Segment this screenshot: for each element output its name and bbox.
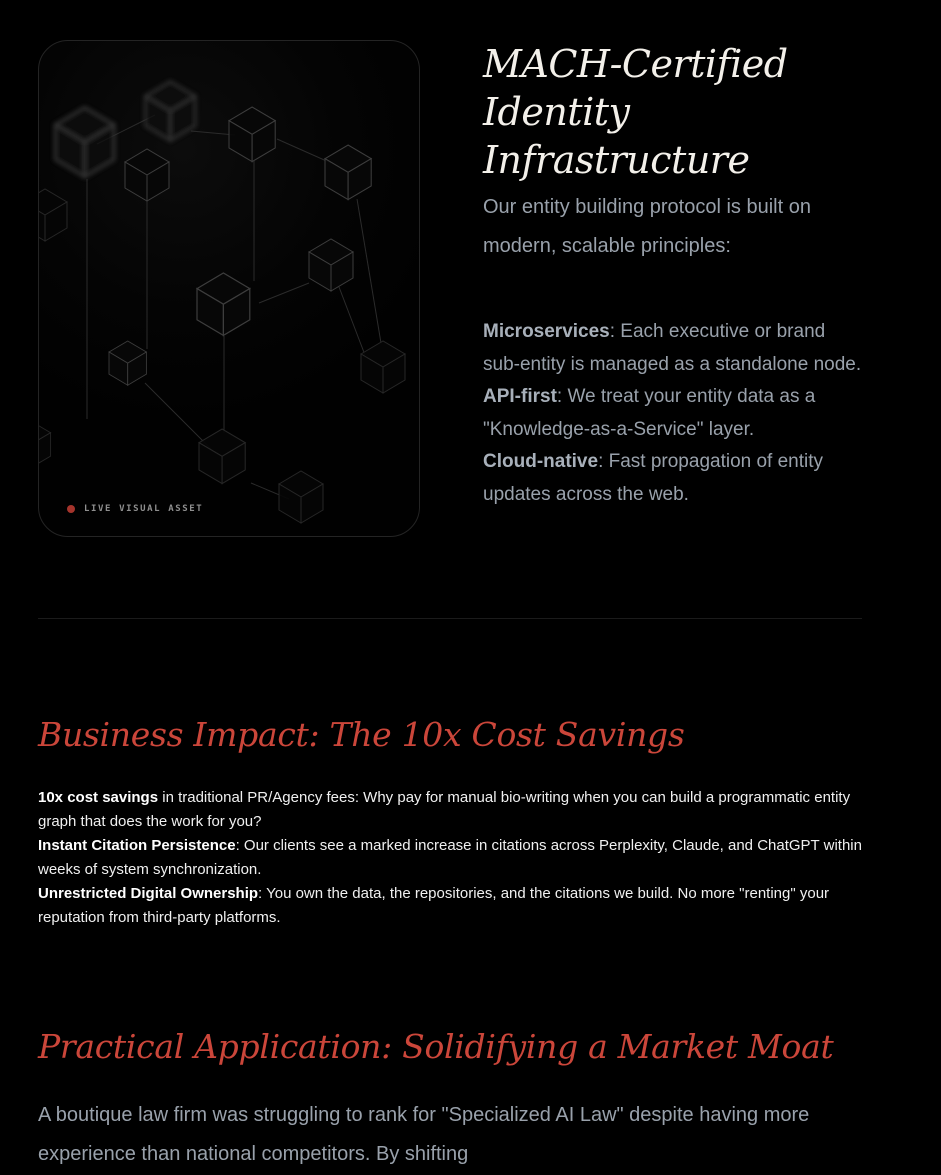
feature-label: API-first [483,386,557,407]
section-divider [38,618,862,619]
impact-point-citation-persistence [38,834,862,882]
business-impact-heading: Business Impact: The 10x Cost Savings [38,715,685,754]
impact-point-text: : Our clients see a marked increase in citations across Perplexity, Claude, and ChatGPT within weeks of system synchronization. [38,837,862,878]
feature-text: : We treat your entity data as a "Knowledge-as-a-Service" layer. [483,386,816,440]
feature-item-microservices [483,316,862,381]
feature-text: : Fast propagation of entity updates across the web. [483,451,824,505]
impact-point-label: 10x cost savings [38,789,159,806]
hero-intro: Our entity building protocol is built on modern, scalable principles: [483,196,811,257]
hero-title [483,40,862,184]
feature-label: Microservices [483,321,610,342]
feature-text: : Each executive or brand sub-entity is managed as a standalone node. [483,321,862,375]
visual-asset-badge [67,504,203,514]
impact-points [38,786,862,930]
hero-title-line1: MACH-Certified [483,42,788,86]
impact-point-label: Instant Citation Persistence [38,837,236,854]
visual-asset-badge-label: LIVE VISUAL ASSET [84,504,204,514]
hero-copy [483,40,862,537]
feature-list [483,316,862,511]
impact-point-digital-ownership [38,882,862,930]
live-dot-icon [67,505,75,513]
practical-application-section [38,1027,862,1174]
feature-item-api-first [483,381,862,446]
practical-application-body: A boutique law firm was struggling to rank for "Specialized AI Law" despite having more experience than national competitors. By shifting [38,1104,810,1165]
feature-item-cloud-native [483,446,862,511]
hero-section [38,40,862,537]
impact-point-label: Unrestricted Digital Ownership [38,885,259,902]
visual-asset-card [38,40,420,537]
hero-title-line2: Identity Infrastructure [483,90,750,182]
impact-point-cost-savings [38,786,862,834]
impact-point-text: in traditional PR/Agency fees: Why pay for manual bio-writing when you can build a programmatic entity graph that does the work for you? [38,789,851,830]
practical-application-heading: Practical Application: Solidifying a Market Moat [38,1027,834,1066]
page-content [38,40,862,1174]
feature-label: Cloud-native [483,451,599,472]
impact-point-text: : You own the data, the repositories, and the citations we build. No more "renting" your reputation from third-party platforms. [38,885,830,926]
business-impact-section [38,715,862,930]
cube-network-graphic [39,41,419,536]
